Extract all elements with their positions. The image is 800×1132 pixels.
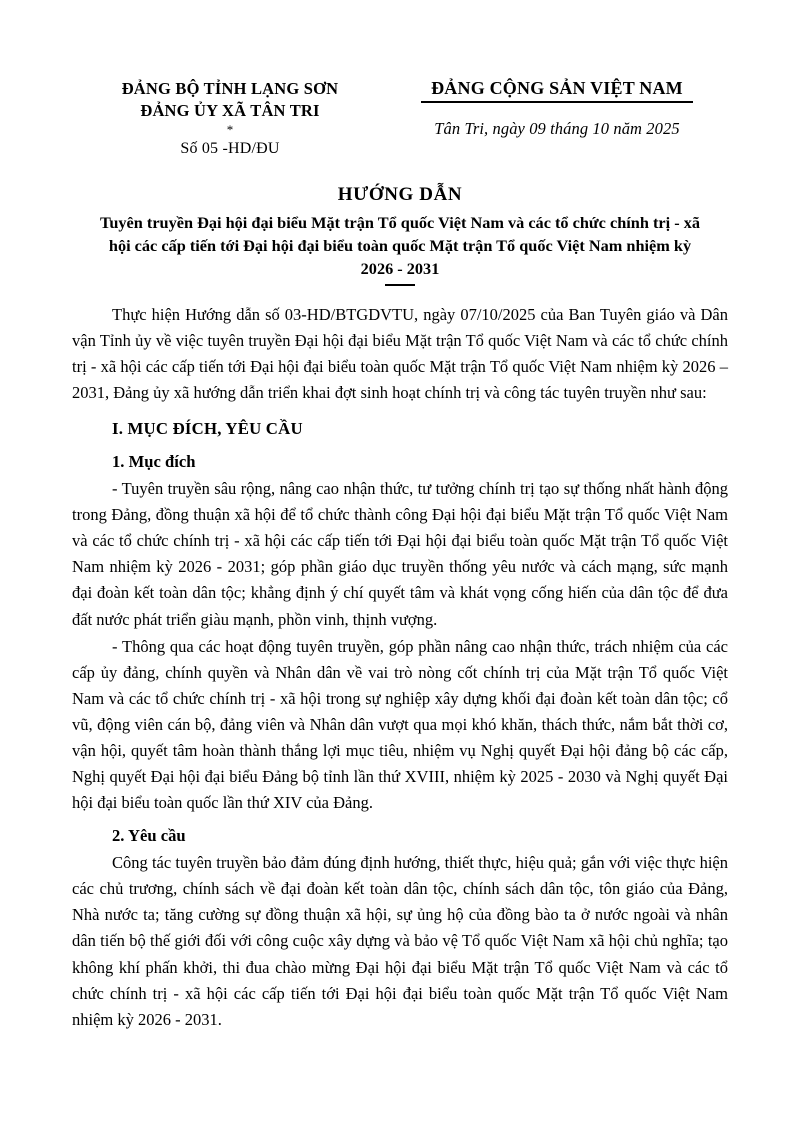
document-subtitle: Tuyên truyền Đại hội đại biểu Mặt trận Tổ quốc Việt Nam và các tổ chức chính trị - xã hội các cấp tiến tới Đại hội đại biểu toàn quốc Mặt trận Tổ quốc Việt Nam nhiệm kỳ 2026 - 2031 xyxy=(100,212,700,279)
separator-star: * xyxy=(226,121,234,137)
document-header xyxy=(72,78,728,158)
section-heading-1: I. MỤC ĐÍCH, YÊU CẦU xyxy=(112,418,303,438)
issuing-organization-block xyxy=(72,78,380,158)
subtitle-divider xyxy=(385,284,415,286)
purpose-paragraph-2: - Thông qua các hoạt động tuyên truyền, góp phần nâng cao nhận thức, trách nhiệm của các cấp ủy đảng, chính quyền và Nhân dân về vai trò nòng cốt chính trị của Mặt trận Tổ quốc Việt Nam và các tổ chức chính trị - xã hội trong sự nghiệp xây dựng khối đại đoàn kết toàn dân tộc; cổ vũ, động viên cán bộ, đảng viên và Nhân dân vượt qua mọi khó khăn, thách thức, nắm bắt thời cơ, vận hội, quyết tâm hoàn thành thắng lợi mục tiêu, nhiệm vụ Nghị quyết Đại hội đảng bộ các cấp, Nghị quyết Đại hội đại biểu Đảng bộ tỉnh lần thứ XVIII, nhiệm kỳ 2025 - 2030 và Nghị quyết Đại hội đại biểu toàn quốc lần thứ XIV của Đảng. xyxy=(72,636,728,812)
national-title: ĐẢNG CỘNG SẢN VIỆT NAM xyxy=(431,78,683,98)
subsection-heading-1: 1. Mục đích xyxy=(112,452,196,472)
purpose-paragraph-1: - Tuyên truyền sâu rộng, nâng cao nhận thức, tư tưởng chính trị tạo sự thống nhất hành động trong Đảng, đồng thuận xã hội để tổ chức thành công Đại hội đại biểu Mặt trận Tổ quốc Việt Nam và các tổ chức chính trị - xã hội các cấp tiến tới Đại hội đại biểu toàn quốc Mặt trận Tổ quốc Việt Nam nhiệm kỳ 2026 - 2031; góp phần giáo dục truyền thống yêu nước và cách mạng, sức mạnh đại đoàn kết toàn dân tộc; khẳng định ý chí quyết tâm và khát vọng cống hiến của dân tộc để đưa đất nước phát triển giàu mạnh, phồn vinh, thịnh vượng. xyxy=(72,479,728,629)
document-body xyxy=(72,302,728,1032)
party-committee-commune: ĐẢNG ỦY XÃ TÂN TRI xyxy=(140,100,320,120)
title-underline xyxy=(421,101,693,103)
page-title: HƯỚNG DẪN xyxy=(337,183,463,205)
place-and-date: Tân Tri, ngày 09 tháng 10 năm 2025 xyxy=(434,118,680,138)
national-heading-block xyxy=(380,78,728,139)
subsection-heading-2: 2. Yêu cầu xyxy=(112,826,186,846)
requirement-paragraph-1: Công tác tuyên truyền bảo đảm đúng định hướng, thiết thực, hiệu quả; gắn với việc thực hiện các chủ trương, chính sách về đại đoàn kết toàn dân tộc, chính sách dân tộc, tôn giáo của Đảng, Nhà nước ta; tăng cường sự đồng thuận xã hội, sự ủng hộ của đồng bào ta ở nước ngoài và nhân dân tiến bộ thế giới đối với công cuộc xây dựng và bảo vệ Tổ quốc Việt Nam xã hội chủ nghĩa; tạo không khí phấn khởi, thi đua chào mừng Đại hội đại biểu Mặt trận Tổ quốc Việt Nam và các tổ chức chính trị - xã hội các cấp tiến tới Đại hội đại biểu toàn quốc Mặt trận Tổ quốc Việt Nam nhiệm kỳ 2026 - 2031. xyxy=(72,853,728,1029)
document-title-block xyxy=(72,184,728,286)
intro-paragraph: Thực hiện Hướng dẫn số 03-HD/BTGDVTU, ngày 07/10/2025 của Ban Tuyên giáo và Dân vận Tỉnh ủy về việc tuyên truyền Đại hội đại biểu Mặt trận Tổ quốc Việt Nam và các tổ chức chính trị - xã hội các cấp tiến tới Đại hội đại biểu toàn quốc Mặt trận Tổ quốc Việt Nam nhiệm kỳ 2026 – 2031, Đảng ủy xã hướng dẫn triển khai đợt sinh hoạt chính trị và công tác tuyên truyền như sau: xyxy=(72,305,728,403)
party-committee-province: ĐẢNG BỘ TỈNH LẠNG SƠN xyxy=(121,79,339,98)
document-number: Số 05 -HD/ĐU xyxy=(180,139,280,157)
